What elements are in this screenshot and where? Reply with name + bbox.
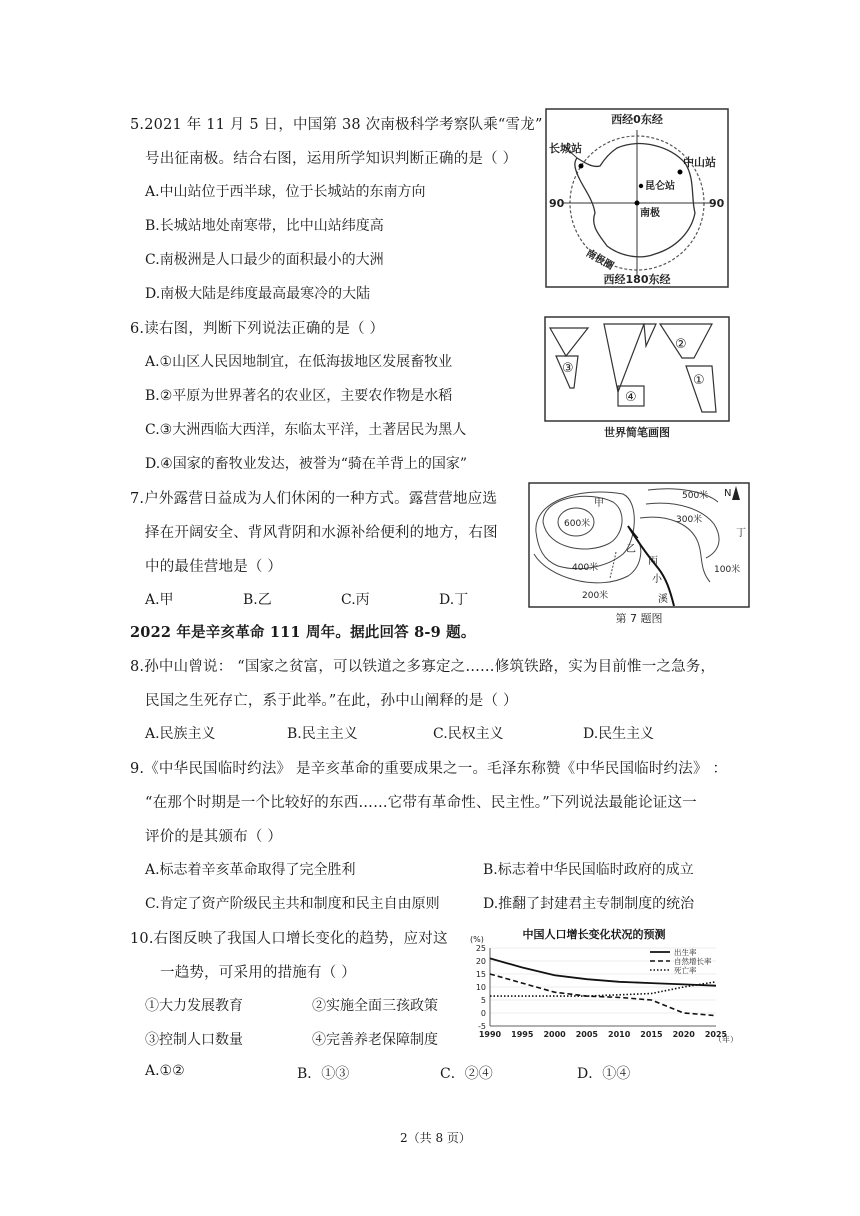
map-label-changcheng: 长城站 <box>549 142 582 155</box>
q8-option-c: C.民权主义 <box>433 726 504 742</box>
intro-8-9: 2022 年是辛亥革命 111 周年。据此回答 8-9 题。 <box>130 624 476 641</box>
chart-xtick: 2010 <box>608 1030 631 1039</box>
q7-stem-line3: 中的最佳营地是（ ） <box>145 559 283 575</box>
q8-stem-line1: 8.孙中山曾说： “国家之贫富，可以铁道之多寡定之……修筑铁路，实为目前惟一之急务， <box>130 659 716 675</box>
chart-ytick: -5 <box>478 1022 486 1031</box>
contour-label-yi: 乙 <box>626 544 636 555</box>
chart-legend-label: 自然增长率 <box>674 957 712 966</box>
q10-item-1: ①大力发展教育 <box>145 998 243 1014</box>
contour-label-100: 100米 <box>714 565 741 575</box>
q10-option-d: D．①④ <box>577 1066 631 1082</box>
q10-option-c: C．②④ <box>440 1066 493 1082</box>
q9-stem-line1: 9.《中华民国临时约法》 是辛亥革命的重要成果之一。毛泽东称赞《中华民国临时约法》 ： <box>130 761 728 777</box>
q6-option-c: C.③大洲西临大西洋，东临太平洋，土著居民为黑人 <box>145 422 467 438</box>
q5-stem-line2: 号出征南极。结合右图，运用所学知识判断正确的是（ ） <box>145 151 518 167</box>
chart-xtick: 1995 <box>511 1030 534 1039</box>
q6-option-b: B.②平原为世界著名的农业区，主要农作物是水稻 <box>145 388 453 404</box>
q6-option-d: D.④国家的畜牧业发达，被誉为“骑在羊背上的国家” <box>145 456 468 472</box>
chart-xtick: 2020 <box>672 1030 695 1039</box>
contour-label-north: N <box>724 488 732 499</box>
q5-option-a: A.中山站位于西半球，位于长城站的东南方向 <box>145 184 426 200</box>
contour-label-300: 300米 <box>676 515 703 525</box>
q10-option-a: A.①② <box>145 1063 185 1079</box>
contour-label-ding: 丁 <box>736 528 746 539</box>
contour-caption: 第 7 题图 <box>615 612 663 625</box>
chart-xtick: 2005 <box>575 1030 598 1039</box>
q6-stem: 6.读右图，判断下列说法正确的是（ ） <box>130 321 385 337</box>
q7-stem-line2: 择在开阔安全、背风背阴和水源补给便利的地方，右图 <box>145 525 498 541</box>
q7-option-c: C.丙 <box>341 592 370 608</box>
contour-label-200: 200米 <box>582 591 609 601</box>
map-mark-4: ④ <box>625 390 637 405</box>
q7-option-a: A.甲 <box>145 592 174 608</box>
q9-stem-line2: “在那个时期是一个比较好的东西……它带有革命性、民主性。”下列说法最能论证这一 <box>145 795 697 811</box>
chart-xtick: 2015 <box>640 1030 663 1039</box>
map-label-top: 西经0东经 <box>611 113 663 126</box>
q8-option-b: B.民主主义 <box>287 726 358 742</box>
q5-option-d: D.南极大陆是纬度最高最寒冷的大陆 <box>145 286 371 302</box>
contour-label-400: 400米 <box>572 563 599 573</box>
q8-option-d: D.民生主义 <box>583 726 655 742</box>
q5-stem-line1: 5.2021 年 11 月 5 日，中国第 38 次南极科学考察队乘“雪龙” <box>130 117 543 133</box>
chart-xtick: 1990 <box>478 1030 502 1039</box>
contour-label-bing: 丙 <box>648 556 658 567</box>
population-chart <box>464 922 750 1052</box>
q9-option-d: D.推翻了封建君主专制制度的统治 <box>483 896 695 912</box>
stream-label-xi: 溪 <box>658 594 668 605</box>
chart-xlabel: （年） <box>714 1035 738 1044</box>
map-mark-2: ② <box>675 337 687 352</box>
page-footer: 2（共 8 页） <box>400 1131 471 1145</box>
chart-xtick: 2000 <box>543 1030 566 1039</box>
q10-stem-line1: 10.右图反映了我国人口增长变化的趋势，应对这 <box>130 931 448 947</box>
antarctica-map <box>545 108 729 288</box>
q9-option-a: A.标志着辛亥革命取得了完全胜利 <box>145 862 356 878</box>
q10-option-b: B．①③ <box>297 1066 350 1082</box>
stream-label-xiao: 小 <box>652 574 662 585</box>
contour-label-jia: 甲 <box>594 498 604 509</box>
chart-ytick: 25 <box>475 944 486 953</box>
chart-legend-label: 死亡率 <box>674 966 697 975</box>
q10-stem-line2: 一趋势，可采用的措施有（ ） <box>160 965 356 981</box>
map-caption: 世界简笔画图 <box>604 426 670 439</box>
chart-ylabel: (%) <box>470 935 484 944</box>
q7-option-d: D.丁 <box>439 592 469 608</box>
map-label-pole: 南极 <box>640 208 660 219</box>
contour-label-500: 500米 <box>682 491 709 501</box>
q6-option-a: A.①山区人民因地制宜，在低海拔地区发展畜牧业 <box>145 354 453 370</box>
q5-option-c: C.南极洲是人口最少的面积最小的大洲 <box>145 252 384 268</box>
q10-item-2: ②实施全面三孩政策 <box>312 998 438 1014</box>
q8-stem-line2: 民国之生死存亡，系于此举。”在此，孙中山阐释的是（ ） <box>145 693 518 709</box>
map-label-zhongshan: 中山站 <box>683 156 716 169</box>
contour-label-600: 600米 <box>564 519 591 529</box>
chart-ytick: 0 <box>480 1009 486 1018</box>
map-label-right: 90 <box>709 197 725 210</box>
q9-stem-line3: 评价的是其颁布（ ） <box>145 829 283 845</box>
q10-item-4: ④完善养老保障制度 <box>312 1032 438 1048</box>
q7-stem-line1: 7.户外露营日益成为人们休闲的一种方式。露营营地应选 <box>130 491 498 507</box>
chart-ytick: 10 <box>475 983 486 992</box>
map-mark-3: ③ <box>562 361 574 376</box>
chart-ytick: 15 <box>475 970 486 979</box>
q5-option-b: B.长城站地处南寒带，比中山站纬度高 <box>145 218 384 234</box>
map-label-circle: 南极圈 <box>583 247 616 273</box>
world-sketch-map <box>544 316 730 440</box>
map-label-kunlun: 昆仑站 <box>645 181 675 192</box>
chart-legend-label: 出生率 <box>674 948 697 957</box>
map-label-left: 90 <box>549 197 565 210</box>
contour-map <box>528 482 750 628</box>
q7-option-b: B.乙 <box>243 592 272 608</box>
chart-ytick: 20 <box>475 957 486 966</box>
chart-ytick: 5 <box>480 996 486 1005</box>
q10-item-3: ③控制人口数量 <box>145 1032 243 1048</box>
q9-option-c: C.肯定了资产阶级民主共和制度和民主自由原则 <box>145 896 440 912</box>
q9-option-b: B.标志着中华民国临时政府的成立 <box>483 862 694 878</box>
map-mark-1: ① <box>693 373 705 388</box>
chart-title: 中国人口增长变化状况的预测 <box>522 928 666 941</box>
q8-option-a: A.民族主义 <box>145 726 216 742</box>
chart-xtick: 2025 <box>704 1030 728 1039</box>
map-label-bottom: 西经180东经 <box>603 273 671 286</box>
